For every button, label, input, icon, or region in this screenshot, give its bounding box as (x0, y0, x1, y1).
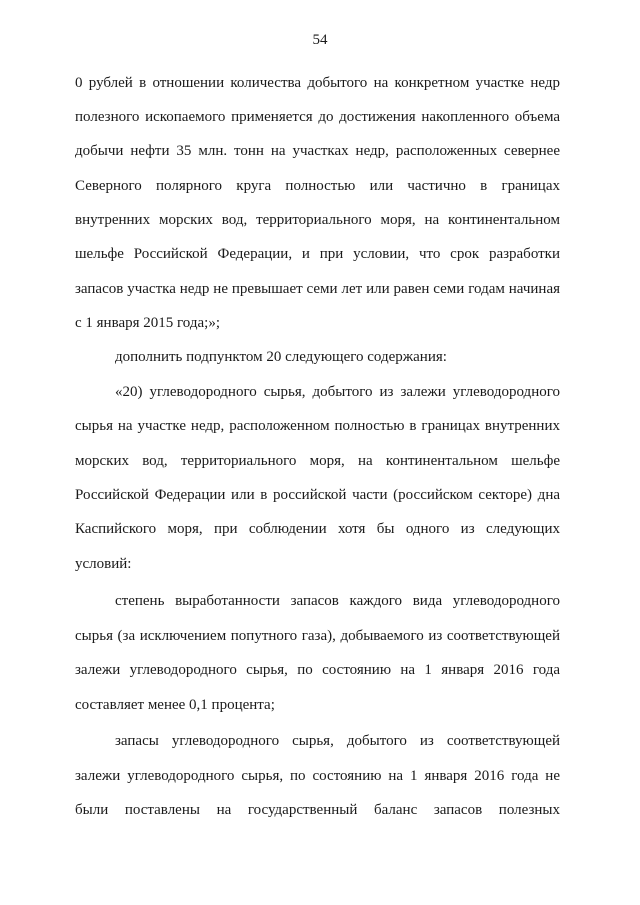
text-line: полезного ископаемого применяется до достижения накопленного объема (75, 109, 560, 125)
text-line: добычи нефти 35 млн. тонн на участках недр, расположенных севернее (75, 143, 560, 159)
text-line: сырья на участке недр, расположенном полностью в границах внутренних (75, 418, 560, 434)
text-line: «20) углеводородного сырья, добытого из залежи углеводородного (115, 384, 560, 400)
text-line: внутренних морских вод, территориального моря, на континентальном (75, 212, 560, 228)
text-line: Российской Федерации или в российской части (российском секторе) дна (75, 487, 560, 503)
text-line: 0 рублей в отношении количества добытого на конкретном участке недр (75, 75, 560, 91)
text-line: дополнить подпунктом 20 следующего содержания: (115, 349, 447, 365)
text-line: залежи углеводородного сырья, по состоянию на 1 января 2016 года не (75, 768, 560, 784)
text-line: с 1 января 2015 года;»; (75, 315, 220, 331)
text-line: залежи углеводородного сырья, по состоянию на 1 января 2016 года (75, 662, 560, 678)
text-line: Каспийского моря, при соблюдении хотя бы одного из следующих (75, 521, 560, 537)
text-line: были поставлены на государственный баланс запасов полезных (75, 802, 560, 818)
text-line: запасов участка недр не превышает семи лет или равен семи годам начиная (75, 281, 560, 297)
text-line: морских вод, территориального моря, на континентальном шельфе (75, 453, 560, 469)
text-line: составляет менее 0,1 процента; (75, 697, 275, 713)
text-line: сырья (за исключением попутного газа), добываемого из соответствующей (75, 628, 560, 644)
text-line: шельфе Российской Федерации, и при условии, что срок разработки (75, 246, 560, 262)
text-line: запасы углеводородного сырья, добытого из соответствующей (115, 733, 560, 749)
page-number: 54 (312, 32, 328, 48)
text-line: Северного полярного круга полностью или частично в границах (75, 178, 560, 194)
text-line: степень выработанности запасов каждого вида углеводородного (115, 593, 560, 609)
text-line: условий: (75, 556, 132, 572)
